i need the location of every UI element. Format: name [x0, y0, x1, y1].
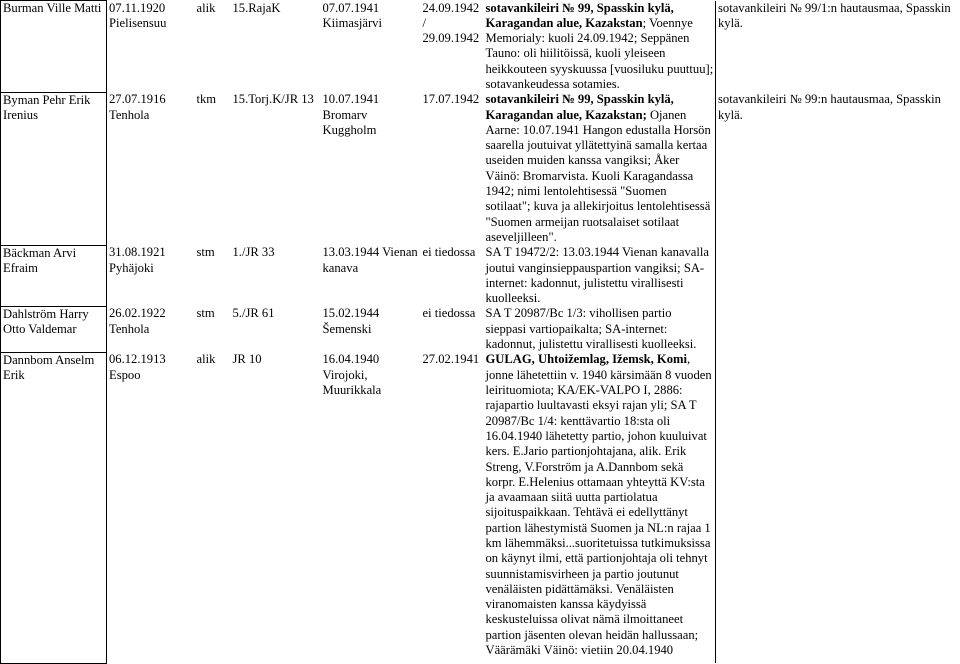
burial-cell	[716, 352, 960, 663]
rank-cell: stm	[196, 245, 215, 260]
place-notes: Ojanen Aarne: 10.07.1941 Hangon edustalla Horsön saarella joutuivat yllätettyinä samalla kertaa useiden muiden kanssa vangiksi; Åker Väinö: Bromarvista. Kuoli Karagandassa 1942; nimi lentolehtisessä "Suomen sotilaat"; kuva ja allekirjoitus lentolehtisessä "Suomen armeijan ruotsalaiset sotilaat aseveljilleen".	[485, 107, 711, 244]
table-row	[1, 92, 960, 245]
table-row	[1, 352, 960, 663]
place-cell	[484, 245, 716, 306]
captured-cell: 13.03.1944 Vienan kanava	[322, 245, 418, 275]
camp-name: sotavankileiri № 99, Spasskin kylä, Karagandan alue, Kazakstan;	[485, 92, 674, 122]
place-notes: , jonne lähetettiin v. 1940 kärsimään 8 vuoden leirituomiota; KA/EK-VALPO I, 2886: rajapartio luultavasti eksyi rajan yli; SA T 20987/Bc 1/4: kenttävartio 18:sta oli 16.04.1940 lähetetty partio, johon kuuluivat kers. E.Jario partionjohtajana, alik. Erik Streng, V.Forström ja A.Dannbom sekä korpr. E.Helenius ottamaan yhteyttä KV:sta ja avaamaan siitä uutta partiolatua sijoituspaikkaan. Tehtävä ei edellyttänyt partion lähestymistä Suomen ja NL:n rajaa 1 km lähemmäksi...suoritetuissa tutkimuksissa on käynyt ilmi, että partionjohtaja oli tehnyt suunnistamisvirheen ja partio joutunut venäläisten pidättämäksi. Venäläisten viranomaisten kanssa käydyissä keskusteluissa olivat nämä ilmoittaneet partion jäsenten olevan heidän hallussaan; Väärämäki Väinö: vietiin 20.04.1940	[485, 352, 712, 658]
birth-cell: 27.07.1916 Tenhola	[109, 92, 166, 122]
burial-cell	[716, 245, 960, 306]
table-row	[1, 1, 960, 93]
died-cell: ei tiedossa	[422, 306, 476, 321]
burial-cell: sotavankileiri № 99:n hautausmaa, Spasskin kylä.	[716, 92, 960, 245]
unit-cell: 15.RajaK	[232, 0, 281, 15]
place-notes: SA T 19472/2: 13.03.1944 Vienan kanavalla joutui vanginsieppauspartion vangiksi; SA-internet: kadonnut, julistettu virallisesti kuolleeksi.	[485, 245, 709, 306]
unit-cell: 15.Torj.K/JR 13	[232, 92, 314, 107]
rank-cell: stm	[196, 306, 215, 321]
name-cell: Dahlström Harry Otto Valdemar	[1, 306, 107, 352]
name-cell: Byman Pehr Erik Irenius	[1, 92, 107, 245]
birth-cell: 26.02.1922 Tenhola	[109, 306, 166, 336]
died-cell: 24.09.1942/ 29.09.1942	[422, 0, 480, 46]
table-row	[1, 245, 960, 306]
burial-cell	[716, 306, 960, 352]
name-cell: Dannbom Anselm Erik	[1, 352, 107, 663]
captured-cell: 16.04.1940 Virojoki, Muurikkala	[322, 352, 382, 398]
place-cell	[484, 92, 716, 245]
died-cell: 27.02.1941	[422, 352, 480, 367]
camp-name: GULAG, Uhtoižemlag, Ižemsk, Komi	[485, 352, 687, 367]
birth-cell: 07.11.1920 Pielisensuu	[109, 0, 167, 30]
place-cell	[484, 306, 716, 352]
place-cell	[484, 1, 716, 93]
captured-cell: 07.07.1941 Kiimasjärvi	[322, 0, 382, 30]
burial-cell: sotavankileiri № 99/1:n hautausmaa, Spasskin kylä.	[716, 1, 960, 93]
place-notes: ; Voennye Memorialy: kuoli 24.09.1942; Seppänen Tauno: oli hiilitöissä, kuoli yleiseen heikkouteen syyskuussa [vuosiluku puuttuu]; sotavankeudessa sotamies.	[485, 15, 714, 91]
captured-cell: 15.02.1944 Šemenski	[322, 306, 380, 336]
rank-cell: tkm	[196, 92, 217, 107]
name-cell: Bäckman Arvi Efraim	[1, 245, 107, 306]
died-cell: 17.07.1942	[422, 92, 480, 107]
unit-cell: 1./JR 33	[232, 245, 275, 260]
rank-cell: alik	[196, 0, 216, 15]
name-cell: Burman Ville Matti	[1, 1, 107, 93]
camp-name: sotavankileiri № 99, Spasskin kylä, Karagandan alue, Kazakstan	[485, 0, 674, 30]
place-cell	[484, 352, 716, 663]
unit-cell: 5./JR 61	[232, 306, 275, 321]
table-row	[1, 306, 960, 352]
died-cell: ei tiedossa	[422, 245, 476, 260]
birth-cell: 31.08.1921 Pyhäjoki	[109, 245, 166, 275]
rank-cell: alik	[196, 352, 216, 367]
birth-cell: 06.12.1913 Espoo	[109, 352, 166, 382]
unit-cell: JR 10	[232, 352, 262, 367]
captured-cell: 10.07.1941 Bromarv Kuggholm	[322, 92, 380, 137]
place-notes: SA T 20987/Bc 1/3: vihollisen partio sieppasi vartiopaikalta; SA-internet: kadonnut, julistettu virallisesti kuolleeksi.	[485, 306, 697, 352]
